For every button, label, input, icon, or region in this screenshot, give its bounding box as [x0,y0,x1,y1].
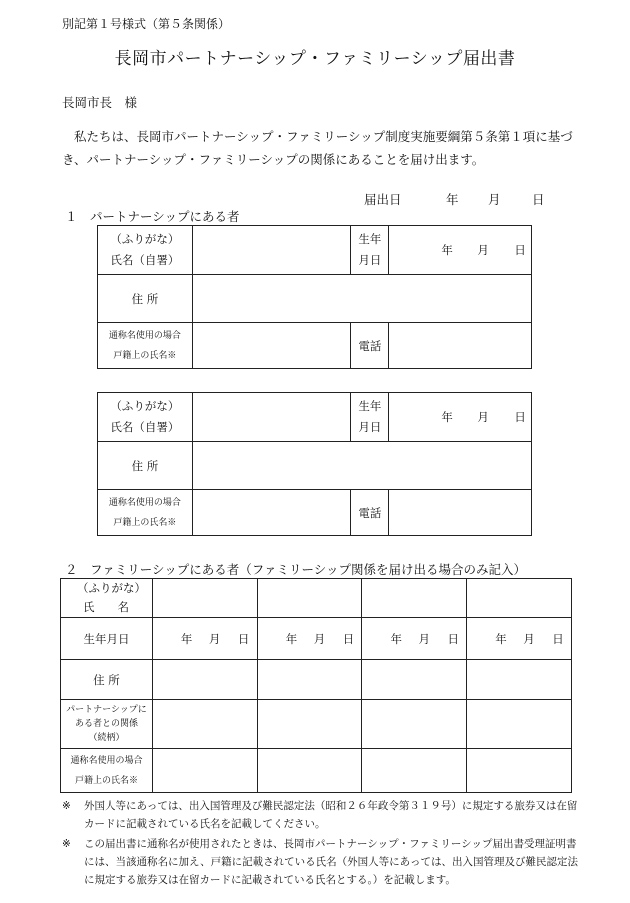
family-name-input-4[interactable] [467,579,572,618]
name-label-cell [98,393,193,442]
day-unit: 日 [342,631,355,646]
month-unit: 月 [477,410,489,424]
name-input-cell[interactable] [192,393,351,442]
family-birthdate-input-1[interactable] [152,618,257,660]
year-unit: 年 [180,631,193,646]
day-unit: 日 [237,631,250,646]
submission-month-unit: 月 [488,192,501,207]
address-input-cell[interactable] [192,275,531,323]
month-unit: 月 [523,631,535,646]
day-unit: 日 [514,243,526,257]
family-birthdate-input-4[interactable] [467,618,572,660]
family-address-input-3[interactable] [362,660,467,700]
month-unit: 月 [208,631,221,646]
family-alias-input-2[interactable] [257,749,362,793]
year-unit: 年 [441,410,453,424]
relation-label-line2: ある者との関係 [74,719,138,729]
submission-day-unit: 日 [532,192,545,207]
family-alias-label-cell [61,749,153,793]
address-label: 住 所 [98,442,193,490]
footnote-2 [62,835,582,889]
birthdate-input-cell[interactable] [389,226,532,275]
family-relation-label-cell [61,700,153,749]
family-name-label-cell [61,579,153,618]
family-birthdate-input-3[interactable] [362,618,467,660]
address-input-cell[interactable] [192,442,531,490]
section1-heading: １ パートナーシップにある者 [65,209,240,224]
alias-label-line2: 戸籍上の氏名※ [113,517,177,528]
year-unit: 年 [285,631,298,646]
family-table [60,578,572,793]
note-mark: ※ [62,838,71,850]
name-label: 氏 名 [83,600,129,614]
birthdate-label-cell [351,226,389,275]
relation-label-line3: （続柄） [88,733,125,743]
year-unit: 年 [441,243,453,257]
family-alias-input-1[interactable] [152,749,257,793]
alias-label-cell [98,490,193,536]
alias-label-line2: 戸籍上の氏名※ [74,775,138,786]
name-input-cell[interactable] [192,226,351,275]
phone-input-cell[interactable] [389,490,532,536]
alias-input-cell[interactable] [192,490,351,536]
page-title: 長岡市パートナーシップ・ファミリーシップ届出書 [114,49,516,69]
family-name-input-2[interactable] [257,579,362,618]
note-text: この届出書に通称名が使用されたときは、長岡市パートナーシップ・ファミリーシップ届出書受理証明書には、当該通称名に加え、戸籍に記載されている氏名（外国人等にあっては、出入国管理及び難民認定法に規定する旅券又は在留カードに記載されている氏名とする。）を記載します。 [84,838,579,886]
note-mark: ※ [62,800,71,812]
phone-input-cell[interactable] [389,323,532,369]
family-birthdate-label: 生年月日 [61,618,153,660]
address-label: 住 所 [98,275,193,323]
partner-table-2 [97,392,532,536]
family-name-input-3[interactable] [362,579,467,618]
declaration-text: 私たちは、長岡市パートナーシップ・ファミリーシップ制度実施要綱第５条第１項に基づき、パートナーシップ・ファミリーシップの関係にあることを届け出ます。 [62,129,573,167]
footnote-1 [62,797,582,833]
family-address-input-4[interactable] [467,660,572,700]
family-address-input-1[interactable] [152,660,257,700]
birthdate-label-cell [351,393,389,442]
name-label-cell [98,226,193,275]
furigana-label: （ふりがな） [110,232,180,246]
addressee: 長岡市長 様 [62,95,138,110]
day-unit: 日 [447,631,459,646]
alias-label-line1: 通称名使用の場合 [108,330,181,341]
name-signed-label: 氏名（自署） [110,253,180,267]
year-unit: 年 [390,631,402,646]
partner-table-1 [97,225,532,369]
family-relation-input-1[interactable] [152,700,257,749]
month-unit: 月 [418,631,430,646]
phone-label: 電話 [351,490,389,536]
family-name-input-1[interactable] [152,579,257,618]
family-relation-input-3[interactable] [362,700,467,749]
birthdate-label-bottom: 月日 [358,420,382,434]
alias-label-cell [98,323,193,369]
month-unit: 月 [313,631,326,646]
submission-date-label: 届出日 [364,192,402,207]
alias-input-cell[interactable] [192,323,351,369]
form-number: 別記第１号様式（第５条関係） [62,17,231,31]
note-text: 外国人等にあっては、出入国管理及び難民認定法（昭和２６年政令第３１９号）に規定する旅券又は在留カードに記載されている氏名を記載してください。 [84,800,578,830]
alias-label-line2: 戸籍上の氏名※ [113,350,177,361]
family-alias-input-4[interactable] [467,749,572,793]
family-address-label: 住 所 [61,660,153,700]
day-unit: 日 [552,631,564,646]
phone-label: 電話 [351,323,389,369]
furigana-label: （ふりがな） [110,399,180,413]
birthdate-label-top: 生年 [358,399,382,413]
name-signed-label: 氏名（自署） [110,420,180,434]
section2-heading: ２ ファミリーシップにある者（ファミリーシップ関係を届け出る場合のみ記入） [65,562,527,577]
family-alias-input-3[interactable] [362,749,467,793]
family-relation-input-4[interactable] [467,700,572,749]
birthdate-input-cell[interactable] [389,393,532,442]
family-birthdate-input-2[interactable] [257,618,362,660]
alias-label-line1: 通称名使用の場合 [108,497,181,508]
birthdate-label-top: 生年 [358,232,382,246]
family-address-input-2[interactable] [257,660,362,700]
year-unit: 年 [495,631,507,646]
family-relation-input-2[interactable] [257,700,362,749]
furigana-label: （ふりがな） [77,581,146,595]
alias-label-line1: 通称名使用の場合 [70,755,143,766]
birthdate-label-bottom: 月日 [358,253,382,267]
day-unit: 日 [514,410,526,424]
submission-year-unit: 年 [446,192,459,207]
month-unit: 月 [477,243,489,257]
relation-label-line1: パートナーシップに [66,705,147,715]
footnotes [62,797,582,889]
